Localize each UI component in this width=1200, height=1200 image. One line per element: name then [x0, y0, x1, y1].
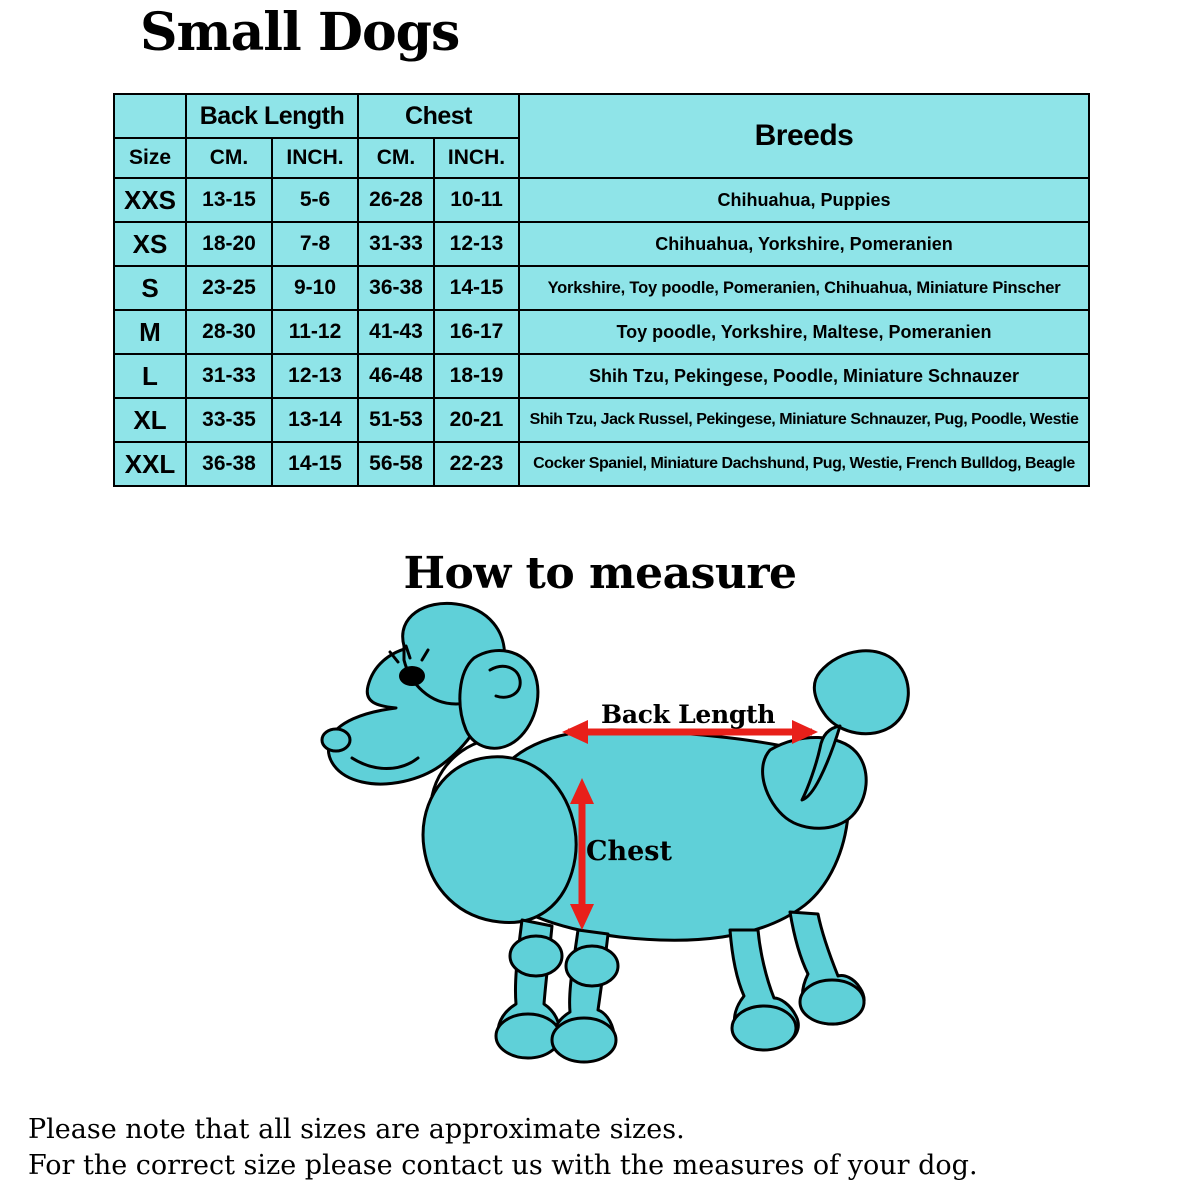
cell-chest-inch: 12-13: [434, 222, 519, 266]
cell-chest-inch: 10-11: [434, 178, 519, 222]
cell-back-cm: 31-33: [186, 354, 272, 398]
cell-size: S: [114, 266, 186, 310]
cell-size: L: [114, 354, 186, 398]
table-row: [114, 266, 1089, 310]
cell-breeds: Shih Tzu, Pekingese, Poodle, Miniature Schnauzer: [519, 354, 1089, 398]
cell-back-cm: 18-20: [186, 222, 272, 266]
footer-line-1: Please note that all sizes are approximate sizes.: [28, 1114, 685, 1145]
cell-chest-inch: 22-23: [434, 442, 519, 486]
table-row: [114, 354, 1089, 398]
cell-back-inch: 5-6: [272, 178, 358, 222]
cell-breeds: Cocker Spaniel, Miniature Dachshund, Pug, Westie, French Bulldog, Beagle: [519, 442, 1089, 486]
cell-back-cm: 23-25: [186, 266, 272, 310]
header-chest-cm: CM.: [358, 138, 434, 178]
header-chest-inch: INCH.: [434, 138, 519, 178]
page-title: Small Dogs: [140, 2, 460, 63]
cell-back-cm: 33-35: [186, 398, 272, 442]
cell-back-inch: 7-8: [272, 222, 358, 266]
header-chest: Chest: [358, 94, 519, 138]
cell-back-inch: 9-10: [272, 266, 358, 310]
cell-size: XS: [114, 222, 186, 266]
cell-back-inch: 14-15: [272, 442, 358, 486]
cell-size: M: [114, 310, 186, 354]
cell-back-inch: 13-14: [272, 398, 358, 442]
table-row: [114, 310, 1089, 354]
cell-back-cm: 13-15: [186, 178, 272, 222]
cell-chest-inch: 20-21: [434, 398, 519, 442]
cell-back-cm: 36-38: [186, 442, 272, 486]
header-back-cm: CM.: [186, 138, 272, 178]
cell-back-cm: 28-30: [186, 310, 272, 354]
cell-breeds: Chihuahua, Puppies: [519, 178, 1089, 222]
size-table: [113, 93, 1090, 487]
size-table-container: [113, 93, 1088, 487]
cell-chest-cm: 31-33: [358, 222, 434, 266]
cell-chest-cm: 56-58: [358, 442, 434, 486]
cell-breeds: Toy poodle, Yorkshire, Maltese, Pomeranien: [519, 310, 1089, 354]
how-to-measure-title: How to measure: [403, 548, 797, 599]
table-row: [114, 178, 1089, 222]
cell-chest-cm: 51-53: [358, 398, 434, 442]
cell-breeds: Yorkshire, Toy poodle, Pomeranien, Chihuahua, Miniature Pinscher: [519, 266, 1089, 310]
table-row: [114, 398, 1089, 442]
cell-size: XXS: [114, 178, 186, 222]
cell-breeds: Shih Tzu, Jack Russel, Pekingese, Miniature Schnauzer, Pug, Poodle, Westie: [519, 398, 1089, 442]
table-group-header-row: [114, 94, 1089, 138]
cell-size: XXL: [114, 442, 186, 486]
poodle-icon: [300, 600, 920, 1070]
measure-diagram: [300, 600, 920, 1070]
header-breeds: Breeds: [519, 94, 1089, 178]
header-back-inch: INCH.: [272, 138, 358, 178]
cell-chest-cm: 26-28: [358, 178, 434, 222]
cell-chest-inch: 14-15: [434, 266, 519, 310]
cell-back-inch: 11-12: [272, 310, 358, 354]
cell-size: XL: [114, 398, 186, 442]
cell-chest-cm: 46-48: [358, 354, 434, 398]
footer-note: [28, 1112, 1188, 1183]
cell-chest-cm: 36-38: [358, 266, 434, 310]
cell-chest-inch: 16-17: [434, 310, 519, 354]
cell-breeds: Chihuahua, Yorkshire, Pomeranien: [519, 222, 1089, 266]
chest-label: Chest: [586, 836, 672, 867]
cell-chest-inch: 18-19: [434, 354, 519, 398]
header-back-length: Back Length: [186, 94, 358, 138]
header-size-blank: [114, 94, 186, 138]
cell-chest-cm: 41-43: [358, 310, 434, 354]
cell-back-inch: 12-13: [272, 354, 358, 398]
header-size: Size: [114, 138, 186, 178]
back-length-label: Back Length: [601, 700, 776, 729]
table-row: [114, 222, 1089, 266]
table-row: [114, 442, 1089, 486]
footer-line-2: For the correct size please contact us with the measures of your dog.: [28, 1149, 978, 1181]
